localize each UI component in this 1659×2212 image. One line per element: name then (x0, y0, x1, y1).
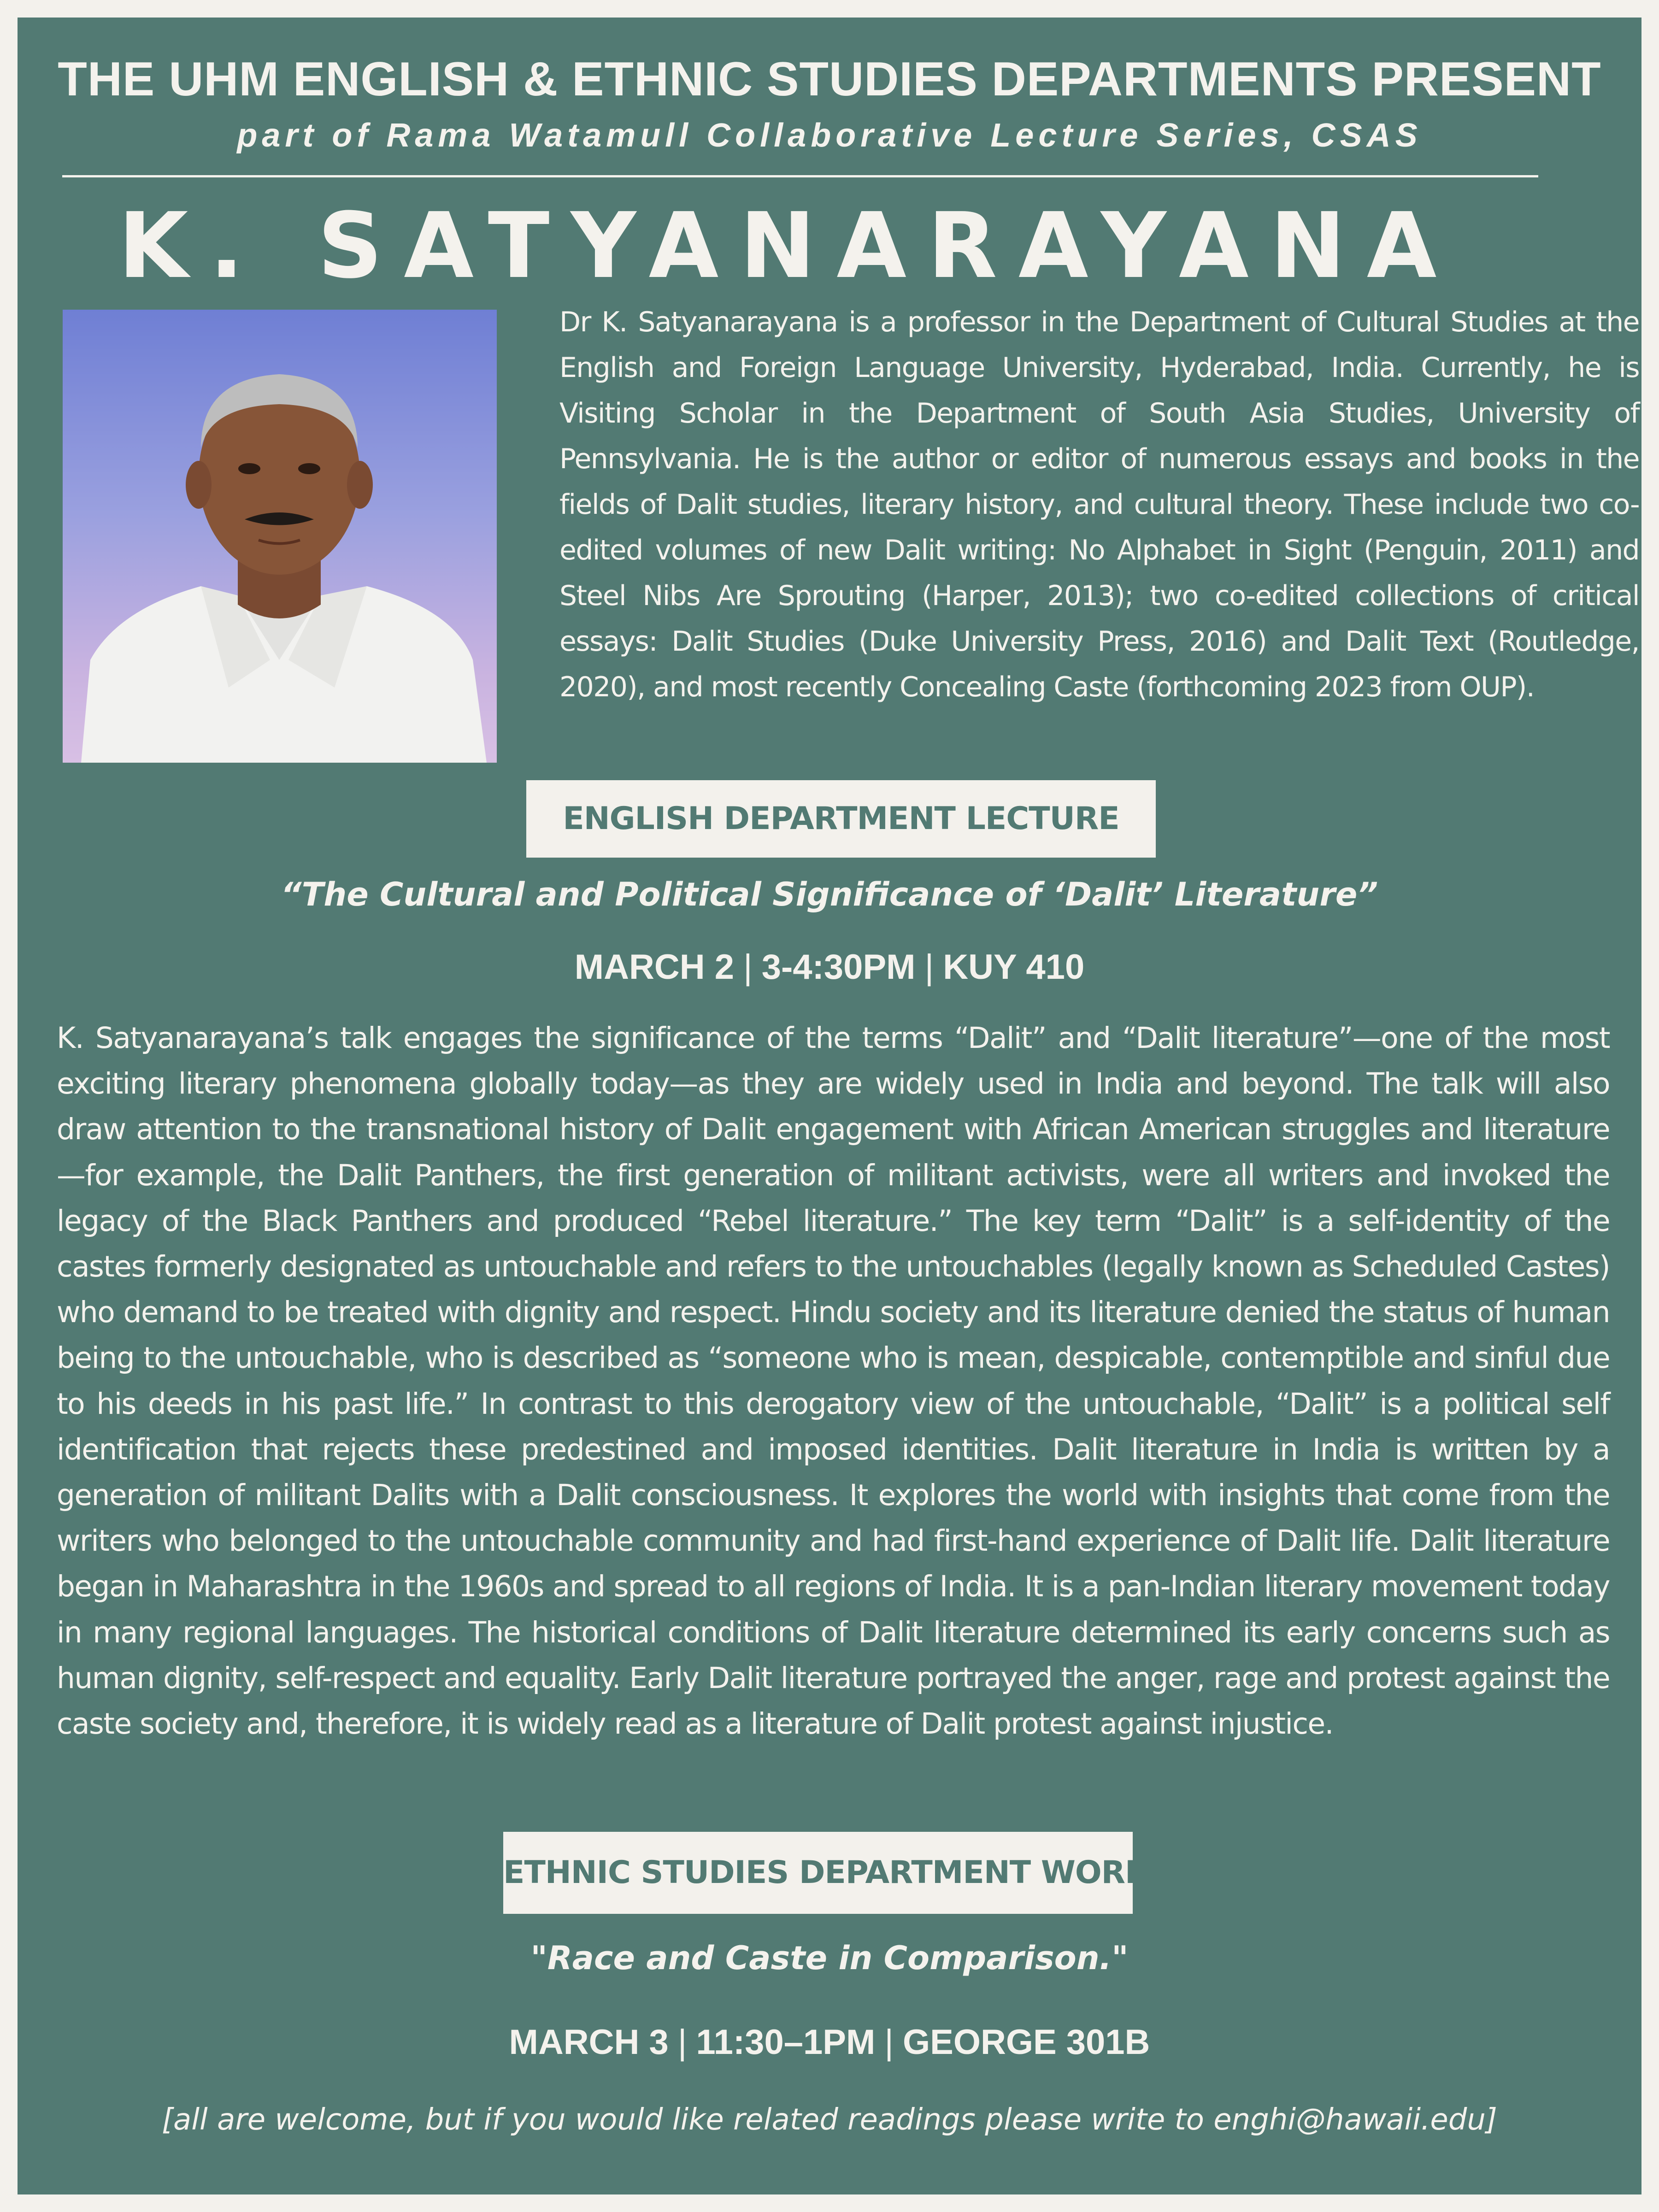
lecture-schedule (18, 947, 1641, 987)
lecture-date: MARCH 2 (574, 947, 735, 987)
separator-bar: | (884, 2023, 894, 2062)
workshop-time: 11:30–1PM (696, 2023, 876, 2062)
separator-bar: | (677, 2023, 687, 2062)
speaker-name: K. SATYANARAYANA (118, 194, 1458, 299)
lecture-description: K. Satyanarayana’s talk engages the significance of the terms “Dalit” and “Dalit literature”—one of the most exciting literary phenomena globally today—as they are widely used in India and beyond. The talk will also draw attention to the transnational history of Dalit engagement with African American struggles and literature—for example, the Dalit Panthers, the first generation of militant activists, were all writers and invoked the legacy of the Black Panthers and produced “Rebel literature.” The key term “Dalit” is a self-identity of the castes formerly designated as untouchable and refers to the untouchables (legally known as Scheduled Castes) who demand to be treated with dignity and respect. Hindu society and its literature denied the status of human being to the untouchable, who is described as “someone who is mean, despicable, contemptible and sinful due to his deeds in his past life.” In contrast to this derogatory view of the untouchable, “Dalit” is a political self identification that rejects these predestined and imposed identities. Dalit literature in India is written by a generation of militant Dalits with a Dalit consciousness. It explores the world with insights that come from the writers who belonged to the untouchable community and had first-hand experience of Dalit life. Dalit literature began in Maharashtra in the 1960s and spread to all regions of India. It is a pan-Indian literary movement today in many regional languages. The historical conditions of Dalit literature determined its early concerns such as human dignity, self-respect and equality. Early Dalit literature portrayed the anger, rage and protest against the caste society and, therefore, it is widely read as a literature of Dalit protest against injustice. (57, 1021, 1610, 1741)
header-divider (62, 175, 1538, 177)
workshop-title: "Race and Caste in Comparison." (530, 1939, 1129, 1977)
flyer-panel (18, 18, 1641, 2194)
separator-bar: | (743, 947, 753, 987)
workshop-schedule (18, 2022, 1641, 2062)
separator-bar: | (924, 947, 934, 987)
lecture-time: 3-4:30PM (761, 947, 916, 987)
series-subheading: part of Rama Watamull Collaborative Lecture Series, CSAS (237, 117, 1422, 154)
presenters-heading: THE UHM ENGLISH & ETHNIC STUDIES DEPARTMENTS PRESENT (58, 53, 1601, 106)
workshop-place: GEORGE 301B (903, 2023, 1150, 2062)
lecture-title: “The Cultural and Political Significance of ‘Dalit’ Literature” (281, 876, 1378, 913)
lecture-label: ENGLISH DEPARTMENT LECTURE (526, 780, 1156, 858)
footer-note: [all are welcome, but if you would like related readings please write to enghi@hawaii.edu] (162, 2103, 1497, 2137)
lecture-place: KUY 410 (943, 947, 1085, 987)
speaker-bio: Dr K. Satyanarayana is a professor in the Department of Cultural Studies at the English and Foreign Language University, Hyderabad, India. Currently, he is Visiting Scholar in the Department of South Asia Studies, University of Pennsylvania. He is the author or editor of numerous essays and books in the fields of Dalit studies, literary history, and cultural theory. These include two co-edited volumes of new Dalit writing: No Alphabet in Sight (Penguin, 2011) and Steel Nibs Are Sprouting (Harper, 2013); two co-edited collections of critical essays: Dalit Studies (Duke University Press, 2016) and Dalit Text (Routledge, 2020), and most recently Concealing Caste (forthcoming 2023 from OUP). (559, 306, 1639, 703)
speaker-photo (63, 310, 497, 763)
workshop-date: MARCH 3 (509, 2023, 669, 2062)
workshop-label: ETHNIC STUDIES DEPARTMENT WORKSHOP (503, 1832, 1133, 1914)
